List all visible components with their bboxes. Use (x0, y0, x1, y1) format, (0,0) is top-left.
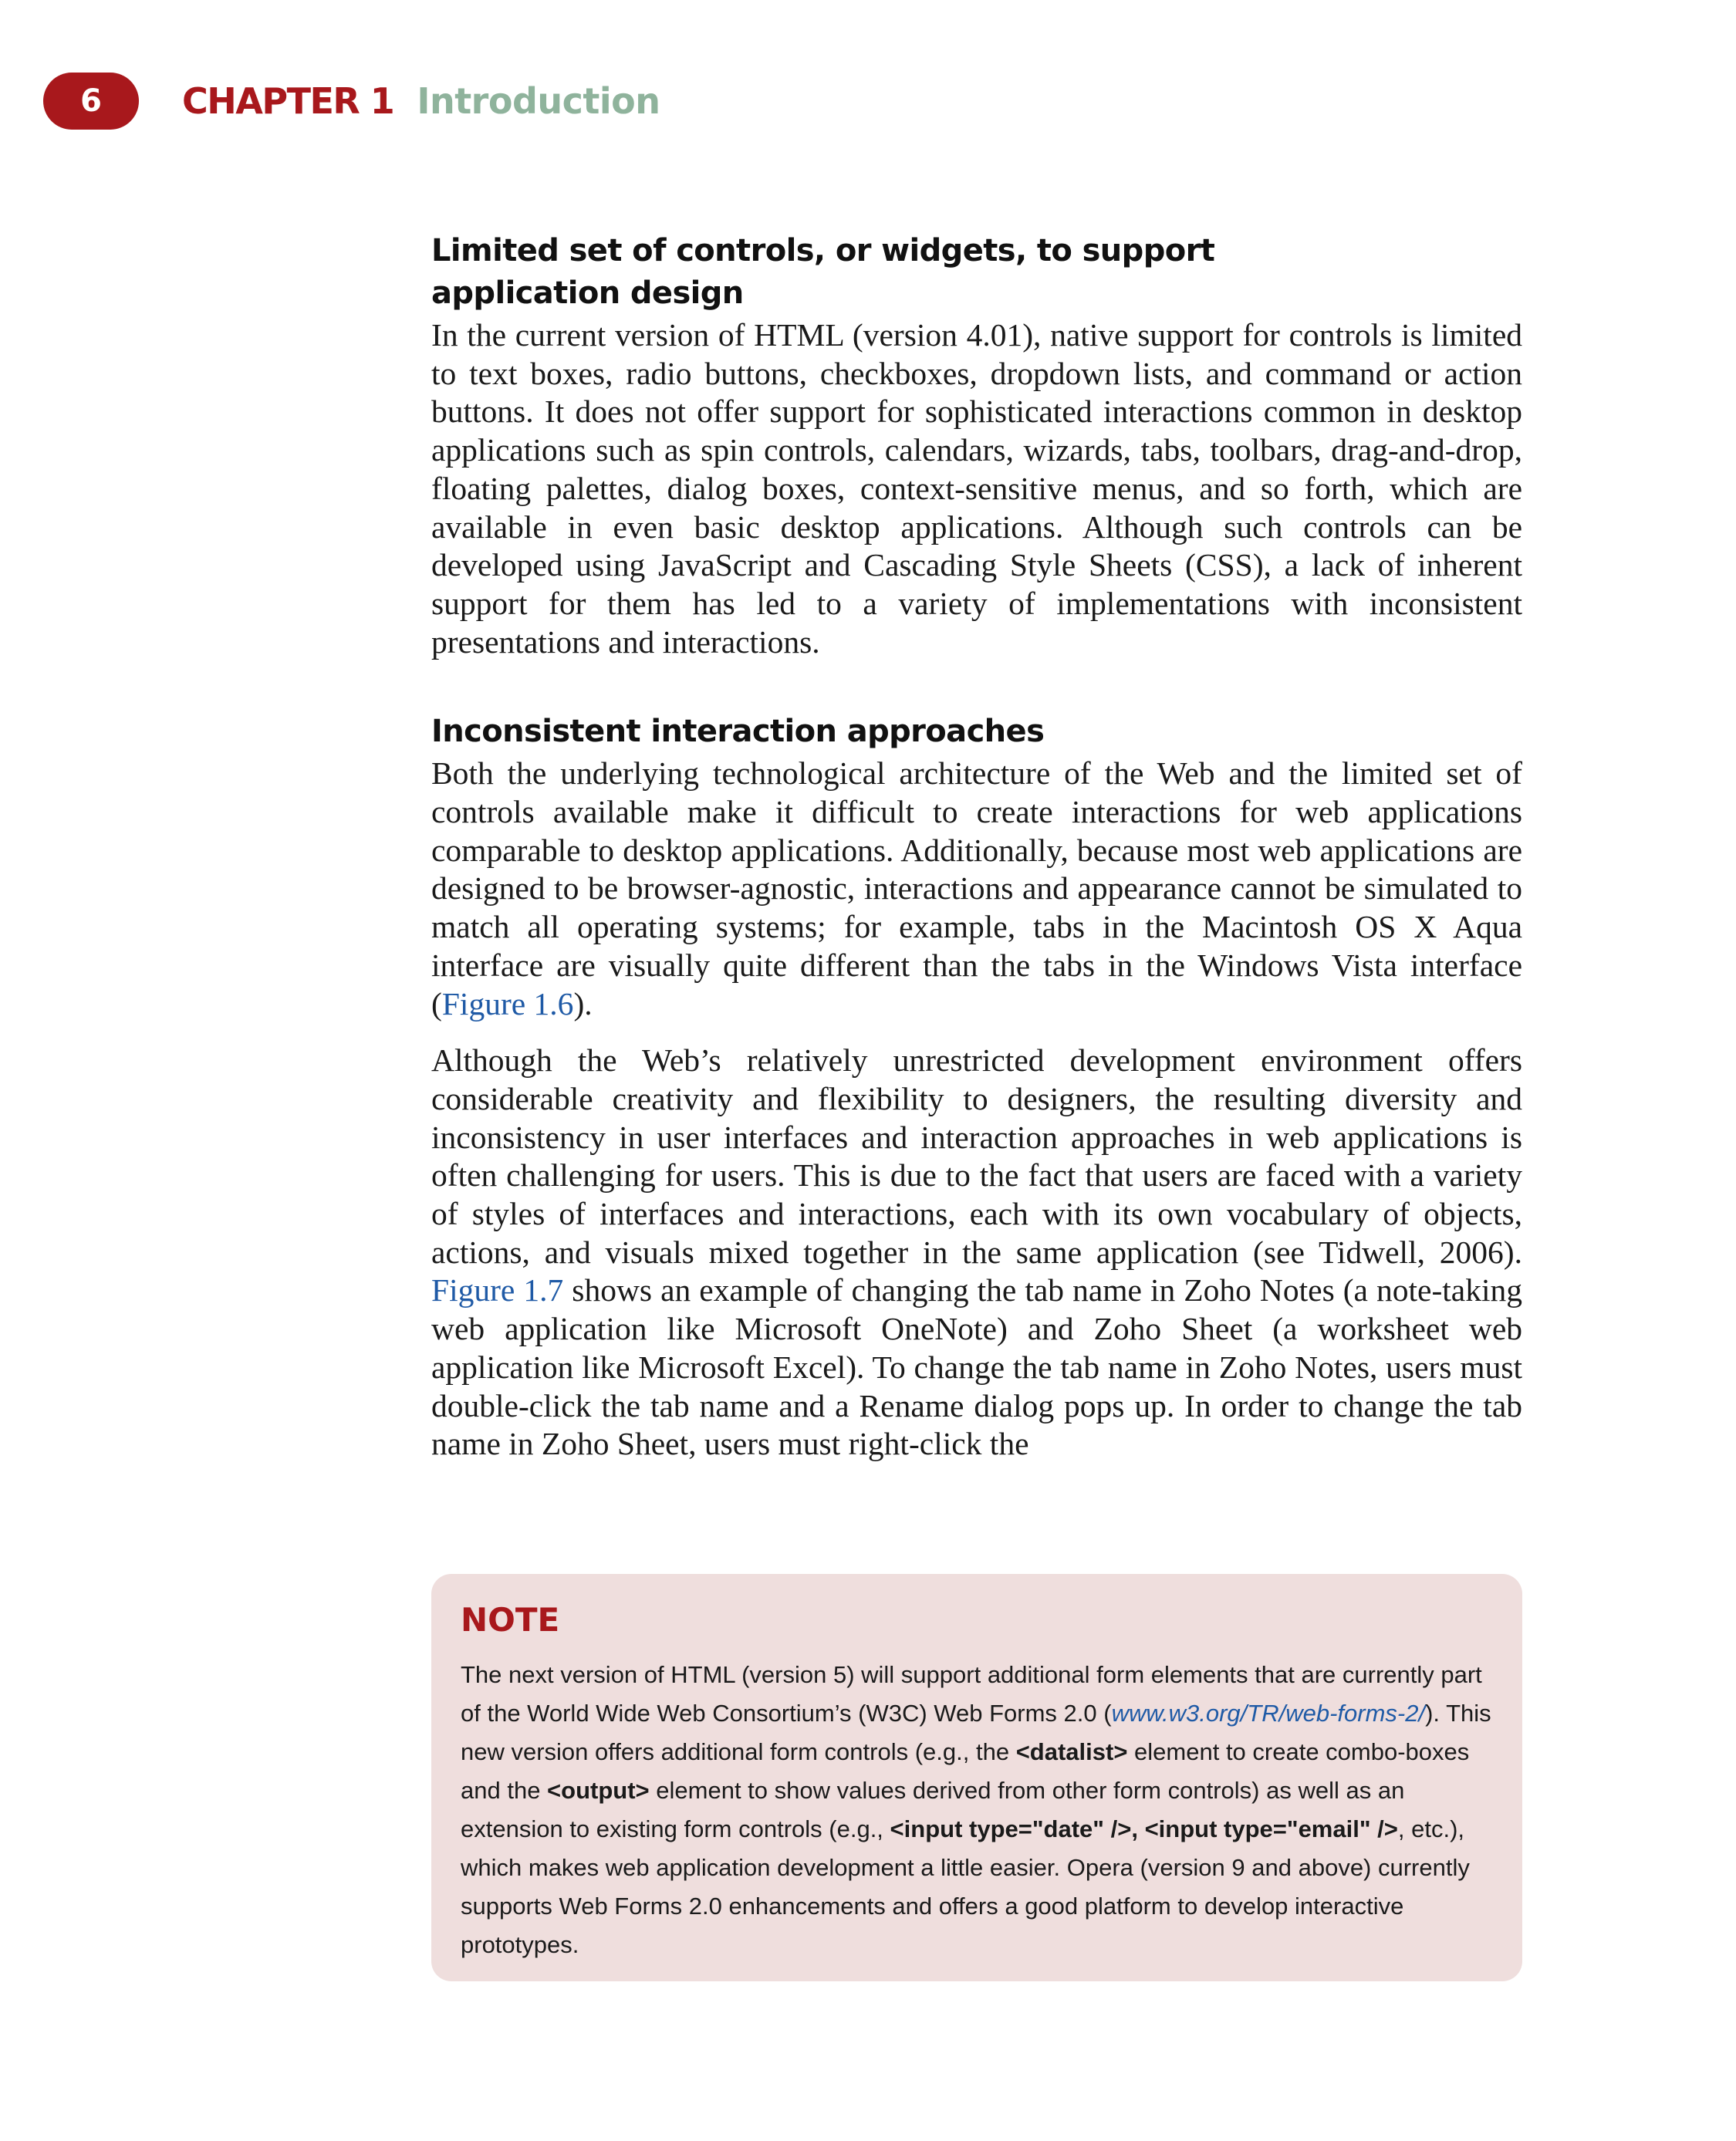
code-datalist: <datalist> (1015, 1738, 1128, 1765)
heading-line-2: application design (431, 275, 744, 311)
chapter-label: CHAPTER 1 (182, 80, 394, 122)
note-box (431, 1574, 1522, 1981)
section-heading-inconsistent-interaction: Inconsistent interaction approaches (431, 714, 1045, 750)
chapter-title: Introduction (417, 80, 660, 122)
paragraph-inconsistent-interaction-2 (431, 1042, 1522, 1464)
paragraph-text-end: ). (573, 985, 593, 1022)
note-separator: , (1131, 1815, 1145, 1842)
page-number-badge: 6 (43, 73, 139, 130)
code-output: <output> (547, 1777, 650, 1804)
main-text-column (431, 230, 1522, 1464)
note-body (461, 1656, 1493, 1964)
paragraph-text: Both the underlying technological architecture of the Web and the limited set of controls available make it difficult to create interactions for web applications comparable to desktop applications. Additionally, because most web applications are designed to be browser-agnostic, interactions and appearance cannot be simulated to match all operating systems; for example, tabs in the Macintosh OS X Aqua interface are visually quite different than the tabs in the Windows Vista interface ( (431, 755, 1522, 1022)
paragraph-text: Although the Web’s relatively unrestricted development environment offers considerable creativity and flexibility to designers, the resulting diversity and inconsistency in user interfaces and interaction approaches in web applications is often challenging for users. This is due to the fact that users are faced with a variety of styles of interfaces and interactions, each with its own vocabulary of objects, actions, and visuals mixed together in the same application (see Tidwell, 2006). (431, 1042, 1522, 1270)
note-text: element to create combo-boxes and the (461, 1738, 1470, 1804)
code-input-date: <input type="date" /> (890, 1815, 1132, 1842)
paragraph-text-continued: shows an example of changing the tab name in Zoho Notes (a note-taking web application like Microsoft OneNote) and Zoho Sheet (a worksheet web application like Microsoft Excel). To change the tab name in Zoho Notes, users must double-click the tab name and a Rename dialog pops up. In order to change the tab name in Zoho Sheet, users must right-click the (431, 1272, 1523, 1462)
note-text: ). This new version offers additional form controls (e.g., the (461, 1700, 1491, 1765)
web-forms-url-link[interactable]: www.w3.org/TR/web-forms-2/ (1111, 1700, 1426, 1727)
note-text: , etc.), which makes web application development a little easier. Opera (version 9 and above) currently supports Web Forms 2.0 enhancements and offers a good platform to develop interactive prototypes. (461, 1815, 1470, 1958)
heading-line-1: Limited set of controls, or widgets, to support (431, 233, 1215, 268)
code-input-email: <input type="email" /> (1144, 1815, 1398, 1842)
note-title: NOTE (461, 1601, 560, 1639)
figure-1-6-link[interactable]: Figure 1.6 (441, 985, 574, 1022)
running-header (43, 73, 660, 130)
paragraph-limited-controls: In the current version of HTML (version 4.01), native support for controls is limited to text boxes, radio buttons, checkboxes, dropdown lists, and command or action buttons. It does not offer support for sophisticated interactions common in desktop applications such as spin controls, calendars, wizards, tabs, toolbars, drag-and-drop, floating palettes, dialog boxes, context-sensitive menus, and so forth, which are available in even basic desktop applications. Although such controls can be developed using JavaScript and Cascading Style Sheets (CSS), a lack of inherent support for them has led to a variety of implementations with inconsistent presentations and interactions. (431, 317, 1522, 660)
note-text: element to show values derived from other form controls) as well as an extension to existing form controls (e.g., (461, 1777, 1405, 1842)
figure-1-7-link[interactable]: Figure 1.7 (431, 1272, 564, 1309)
note-text: The next version of HTML (version 5) will support additional form elements that are currently part of the World Wide Web Consortium’s (W3C) Web Forms 2.0 ( (461, 1661, 1482, 1727)
section-heading-limited-controls (431, 230, 1522, 315)
paragraph-inconsistent-interaction-1 (431, 755, 1522, 1023)
